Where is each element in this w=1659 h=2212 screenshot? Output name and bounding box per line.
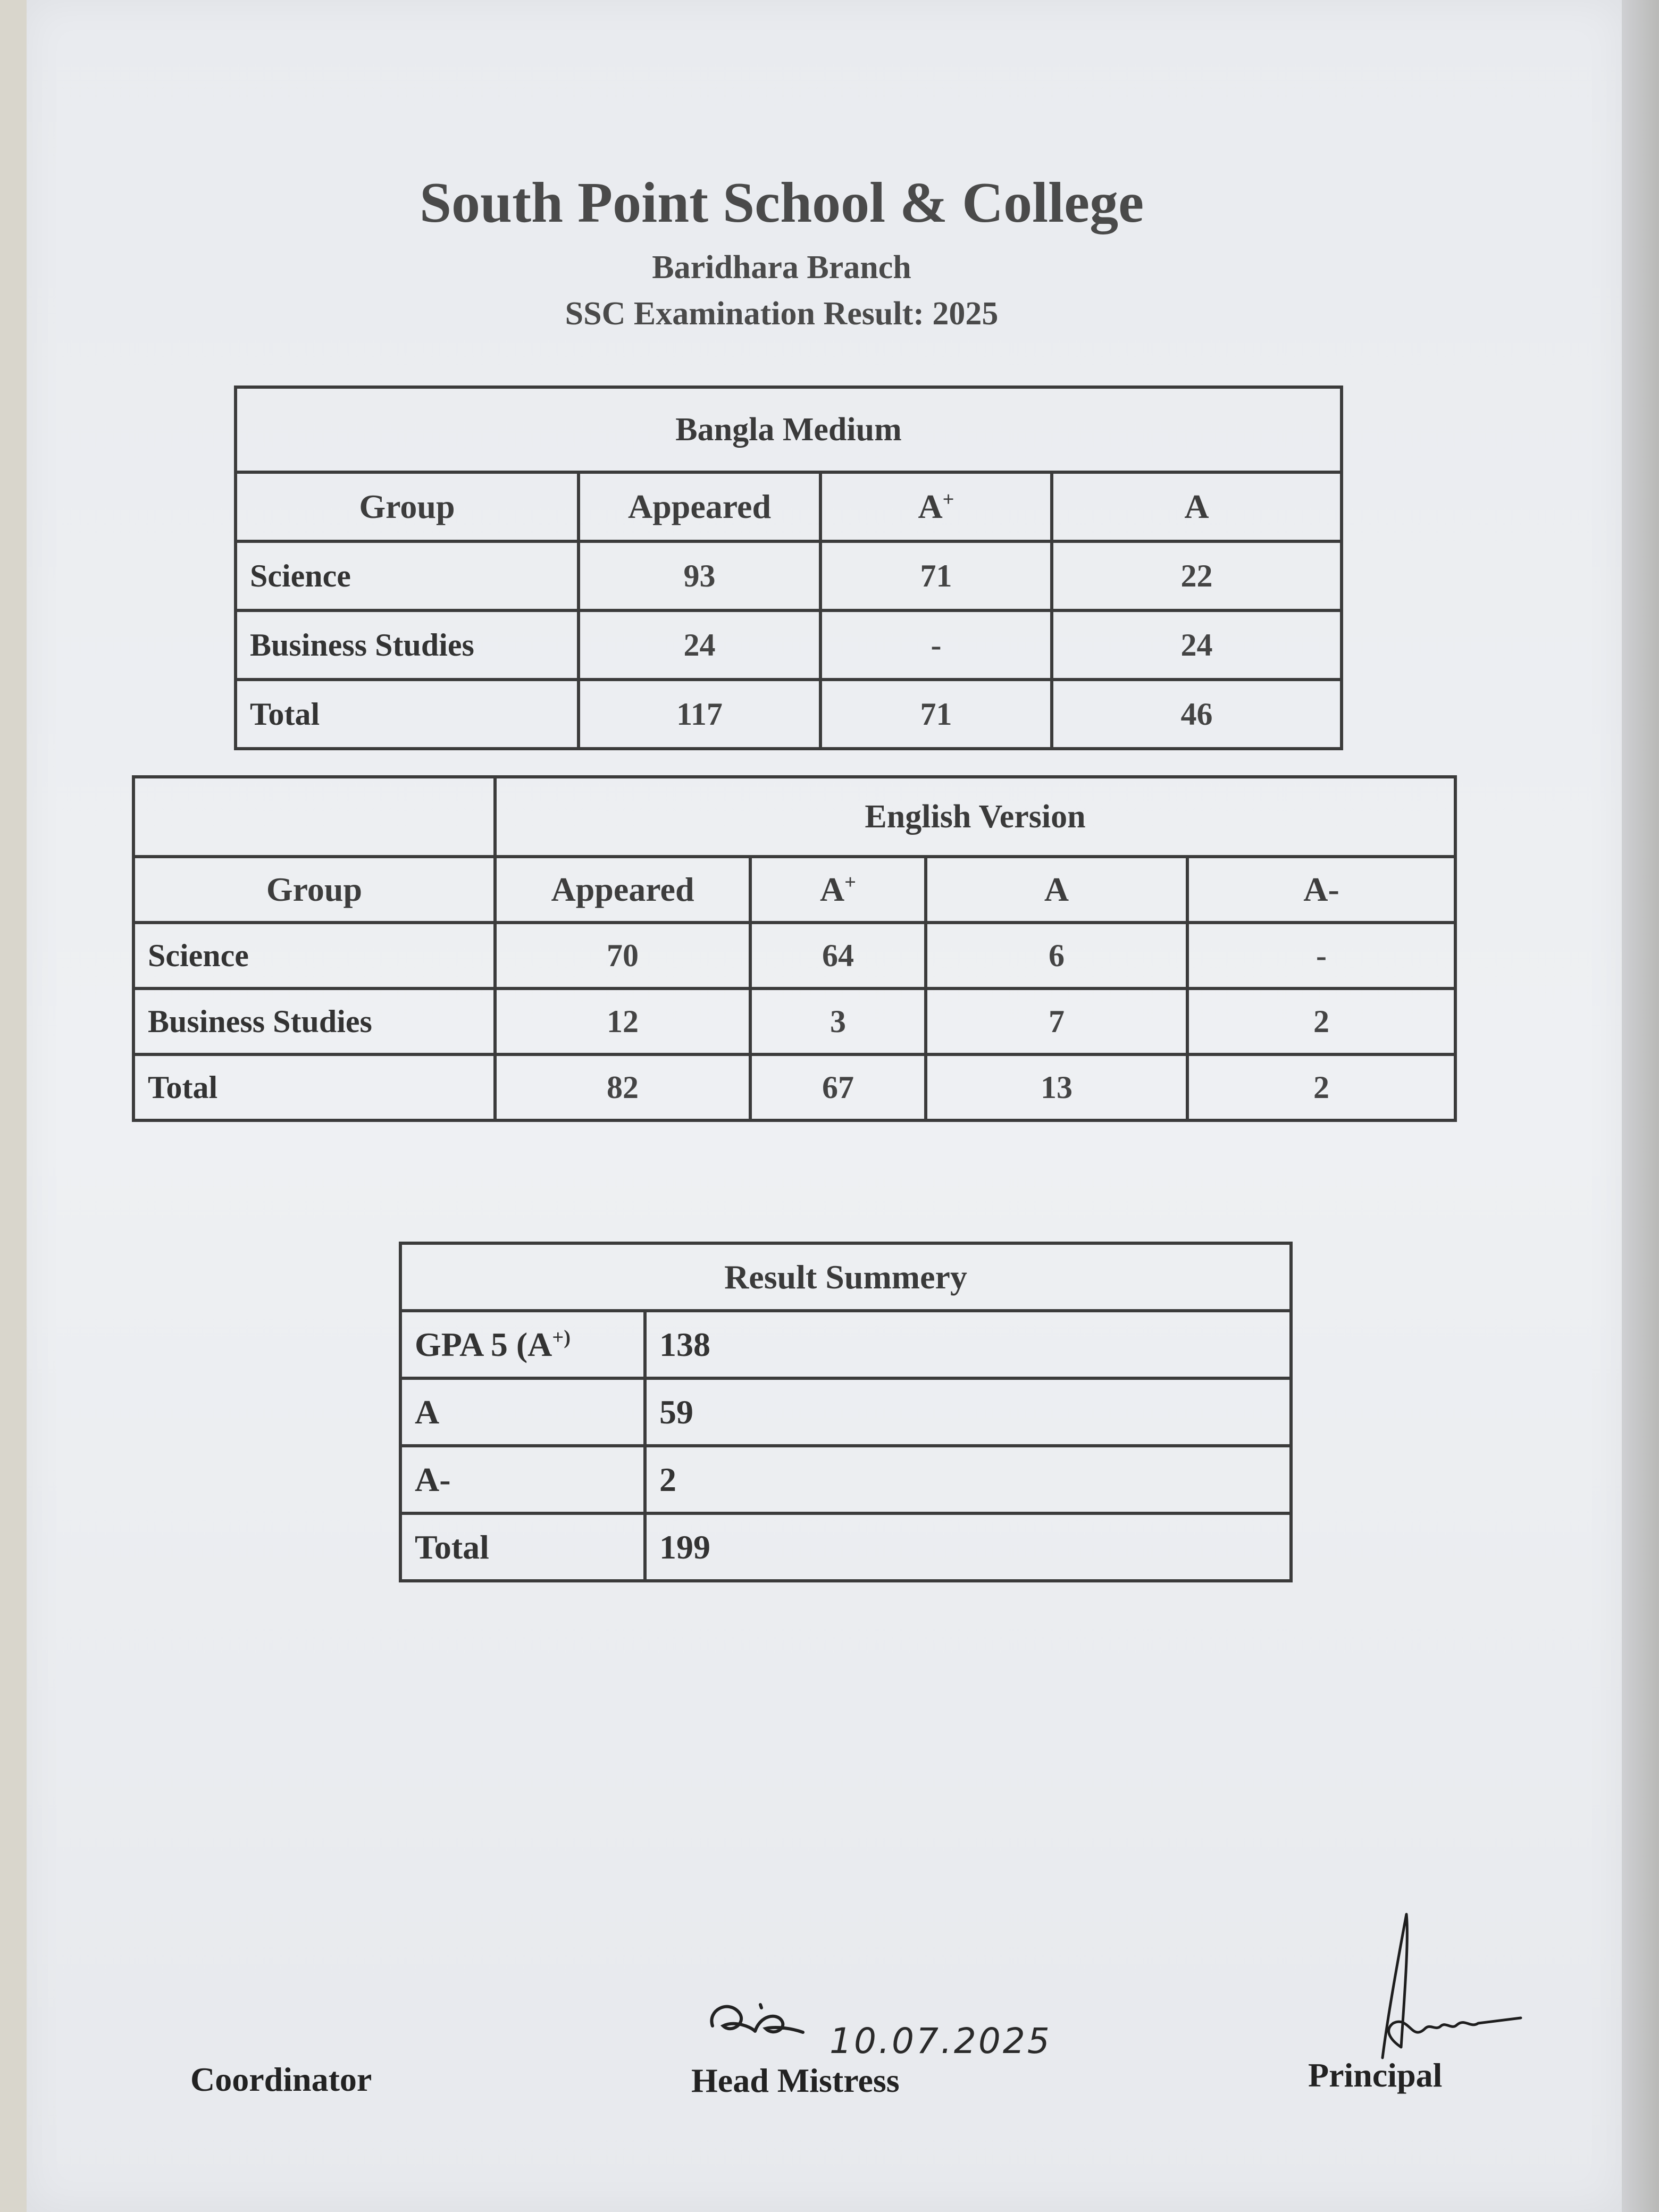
cell-a: 6 xyxy=(926,923,1187,988)
cell-a: 7 xyxy=(926,988,1187,1054)
table-row-total xyxy=(133,1054,1455,1120)
table-row xyxy=(400,1378,1291,1446)
column-header-appeared: Appeared xyxy=(495,857,750,923)
head-mistress-date: 10.07.2025 xyxy=(830,2021,1052,2062)
column-header-group: Group xyxy=(133,857,495,923)
column-header-group: Group xyxy=(236,472,579,541)
column-header-aplus: A+ xyxy=(750,857,926,923)
bangla-medium-caption: Bangla Medium xyxy=(236,387,1342,472)
summary-label: Total xyxy=(400,1513,645,1581)
cell-aplus: 67 xyxy=(750,1054,926,1120)
summary-label: GPA 5 (A+) xyxy=(400,1311,645,1378)
exam-title: SSC Examination Result: 2025 xyxy=(565,296,999,332)
principal-signature xyxy=(1351,1909,1526,2068)
column-header-a: A xyxy=(926,857,1187,923)
summary-value: 2 xyxy=(645,1446,1291,1513)
row-label: Science xyxy=(236,541,579,610)
table-row xyxy=(133,923,1455,988)
cell-aplus: - xyxy=(820,610,1052,680)
cell-appeared: 24 xyxy=(579,610,820,680)
column-header-a: A xyxy=(1052,472,1342,541)
bangla-medium-table xyxy=(234,386,1343,750)
cell-aplus: 71 xyxy=(820,680,1052,749)
head-mistress-label: Head Mistress xyxy=(691,2062,900,2099)
school-title: South Point School & College xyxy=(419,171,1144,234)
cell-a: 22 xyxy=(1052,541,1342,610)
cell-aplus: 71 xyxy=(820,541,1052,610)
table-row xyxy=(236,541,1342,610)
row-label: Business Studies xyxy=(236,610,579,680)
english-version-caption: English Version xyxy=(495,777,1455,857)
cell-a: 24 xyxy=(1052,610,1342,680)
cell-aminus: - xyxy=(1187,923,1455,988)
table-row-total xyxy=(236,680,1342,749)
column-header-aplus: A+ xyxy=(820,472,1052,541)
summary-value: 199 xyxy=(645,1513,1291,1581)
page-edge xyxy=(1622,0,1659,2212)
branch-name: Baridhara Branch xyxy=(652,249,911,286)
cell-appeared: 12 xyxy=(495,988,750,1054)
cell-aplus: 64 xyxy=(750,923,926,988)
table-row xyxy=(236,610,1342,680)
coordinator-label: Coordinator xyxy=(190,2060,372,2098)
head-mistress-signature xyxy=(702,1989,819,2052)
cell-appeared: 93 xyxy=(579,541,820,610)
cell-aminus: 2 xyxy=(1187,988,1455,1054)
summary-value: 59 xyxy=(645,1378,1291,1446)
cell-appeared: 82 xyxy=(495,1054,750,1120)
cell-aplus: 3 xyxy=(750,988,926,1054)
column-header-aminus: A- xyxy=(1187,857,1455,923)
summary-value: 138 xyxy=(645,1311,1291,1378)
cell-aminus: 2 xyxy=(1187,1054,1455,1120)
row-label: Business Studies xyxy=(133,988,495,1054)
column-header-appeared: Appeared xyxy=(579,472,820,541)
cell-appeared: 70 xyxy=(495,923,750,988)
row-label: Total xyxy=(236,680,579,749)
row-label: Science xyxy=(133,923,495,988)
summary-label: A xyxy=(400,1378,645,1446)
english-version-table xyxy=(132,775,1457,1122)
cell-appeared: 117 xyxy=(579,680,820,749)
table-row xyxy=(400,1311,1291,1378)
principal-label: Principal xyxy=(1308,2056,1443,2094)
row-label: Total xyxy=(133,1054,495,1120)
table-row xyxy=(400,1446,1291,1513)
table-row-total xyxy=(400,1513,1291,1581)
cell-a: 13 xyxy=(926,1054,1187,1120)
result-summary-table xyxy=(399,1242,1293,1582)
blank-caption-cell xyxy=(133,777,495,857)
cell-a: 46 xyxy=(1052,680,1342,749)
result-summary-caption: Result Summery xyxy=(400,1243,1291,1311)
table-row xyxy=(133,988,1455,1054)
summary-label: A- xyxy=(400,1446,645,1513)
